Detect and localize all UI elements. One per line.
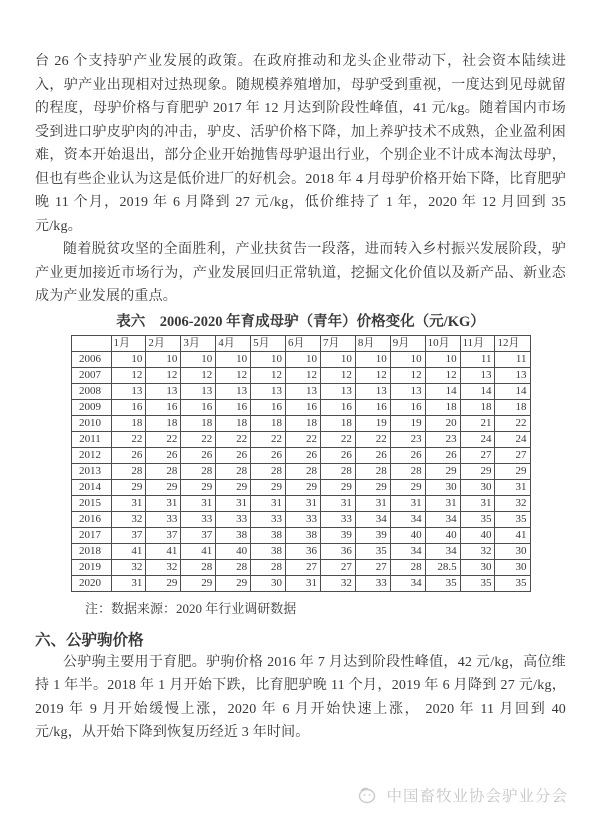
- table-row: [71, 447, 530, 463]
- price-cell: 29: [390, 479, 425, 495]
- price-cell: 30: [495, 559, 530, 575]
- price-cell: 34: [390, 543, 425, 559]
- table-row: [71, 431, 530, 447]
- price-cell: 22: [111, 431, 146, 447]
- price-cell: 30: [460, 559, 495, 575]
- price-cell: 13: [355, 383, 390, 399]
- year-cell: 2008: [71, 383, 111, 399]
- price-cell: 27: [320, 559, 355, 575]
- price-cell: 30: [460, 479, 495, 495]
- month-column-header: 8月: [355, 335, 390, 351]
- price-cell: 26: [111, 447, 146, 463]
- price-cell: 33: [251, 511, 286, 527]
- footer-watermark: [355, 784, 568, 806]
- price-cell: 12: [286, 367, 321, 383]
- paragraph-male-foal-price: 公驴驹主要用于育肥。驴驹价格 2016 年 7 月达到阶段性峰值，42 元/kg，高位维持 1 年半。2018 年 1 月开始下跌，比育肥驴晚 11 个月，2019 年 6 月降到 27 元/kg，2019 年 9 月开始缓慢上涨，2020 年 6 月开始快速上涨， 2020 年 11 月回到 40 元/kg，从开始下降到恢复历经近 3 年时间。: [35, 654, 566, 740]
- price-cell: 29: [355, 479, 390, 495]
- year-cell: 2019: [71, 559, 111, 575]
- month-column-header: 12月: [495, 335, 530, 351]
- price-cell: 12: [111, 367, 146, 383]
- price-cell: 14: [495, 383, 530, 399]
- price-cell: 29: [181, 479, 216, 495]
- price-cell: 22: [216, 431, 251, 447]
- price-cell: 29: [286, 479, 321, 495]
- price-cell: 18: [425, 399, 460, 415]
- price-cell: 28: [146, 463, 181, 479]
- price-cell: 39: [320, 527, 355, 543]
- price-cell: 16: [111, 399, 146, 415]
- price-cell: 34: [390, 575, 425, 591]
- price-cell: 40: [425, 527, 460, 543]
- price-cell: 38: [251, 543, 286, 559]
- table-row: [71, 543, 530, 559]
- price-cell: 27: [286, 559, 321, 575]
- price-cell: 21: [460, 415, 495, 431]
- price-cell: 10: [216, 351, 251, 367]
- price-cell: 32: [111, 559, 146, 575]
- table-corner-header: [71, 335, 111, 351]
- price-cell: 36: [286, 543, 321, 559]
- association-name: 中国畜牧业协会驴业分会: [386, 788, 568, 805]
- price-cell: 31: [251, 495, 286, 511]
- price-cell: 35: [355, 543, 390, 559]
- table-row: [71, 463, 530, 479]
- price-cell: 13: [460, 367, 495, 383]
- price-cell: 16: [286, 399, 321, 415]
- price-cell: 33: [355, 575, 390, 591]
- price-cell: 31: [216, 495, 251, 511]
- price-cell: 41: [495, 527, 530, 543]
- price-cell: 16: [390, 399, 425, 415]
- price-cell: 26: [286, 447, 321, 463]
- price-cell: 40: [216, 543, 251, 559]
- year-cell: 2018: [71, 543, 111, 559]
- price-cell: 29: [320, 479, 355, 495]
- price-cell: 38: [216, 527, 251, 543]
- year-cell: 2012: [71, 447, 111, 463]
- table-row: [71, 415, 530, 431]
- price-cell: 12: [320, 367, 355, 383]
- price-cell: 12: [216, 367, 251, 383]
- price-cell: 31: [390, 495, 425, 511]
- price-cell: 37: [181, 527, 216, 543]
- price-cell: 41: [181, 543, 216, 559]
- price-cell: 12: [251, 367, 286, 383]
- price-cell: 19: [355, 415, 390, 431]
- month-column-header: 7月: [320, 335, 355, 351]
- price-cell: 18: [460, 399, 495, 415]
- price-cell: 22: [495, 415, 530, 431]
- paragraph-mother-donkey-price: 台 26 个支持驴产业发展的政策。在政府推动和龙头企业带动下，社会资本陆续进入，驴产业出现相对过热现象。随规模养殖增加，母驴受到重视，一度达到见母就留的程度，母驴价格与育肥驴 2017 年 12 月达到阶段性峰值，41 元/kg。随着国内市场受到进口驴皮驴肉的冲击，驴皮、活驴价格下降，加上养驴技术不成熟，企业盈利困难，资本开始退出，部分企业开始抛售母驴退出行业，个别企业不计成本淘汰母驴，但也有些企业认为这是低价进厂的好机会。2018 年 4 月母驴价格开始下降，比育肥驴晚 11 个月，2019 年 6 月降到 27 元/kg，低价维持了 1 年，2020 年 12 月回到 35 元/kg。: [35, 54, 566, 234]
- price-cell: 31: [111, 575, 146, 591]
- year-cell: 2015: [71, 495, 111, 511]
- price-cell: 36: [320, 543, 355, 559]
- price-cell: 29: [216, 479, 251, 495]
- table-row: [71, 399, 530, 415]
- table-header-row: [71, 335, 530, 351]
- price-cell: 31: [320, 495, 355, 511]
- price-cell: 31: [355, 495, 390, 511]
- month-column-header: 3月: [181, 335, 216, 351]
- price-cell: 32: [320, 575, 355, 591]
- table-row: [71, 559, 530, 575]
- price-cell: 18: [320, 415, 355, 431]
- price-cell: 24: [495, 431, 530, 447]
- price-cell: 12: [146, 367, 181, 383]
- price-cell: 22: [251, 431, 286, 447]
- price-cell: 11: [460, 351, 495, 367]
- month-column-header: 2月: [146, 335, 181, 351]
- price-cell: 32: [495, 495, 530, 511]
- price-cell: 35: [460, 575, 495, 591]
- price-cell: 27: [460, 447, 495, 463]
- table-row: [71, 575, 530, 591]
- price-cell: 13: [320, 383, 355, 399]
- price-cell: 26: [216, 447, 251, 463]
- price-cell: 20: [425, 415, 460, 431]
- price-cell: 35: [495, 575, 530, 591]
- price-cell: 16: [216, 399, 251, 415]
- year-cell: 2016: [71, 511, 111, 527]
- price-cell: 33: [181, 511, 216, 527]
- price-cell: 29: [216, 575, 251, 591]
- price-cell: 26: [355, 447, 390, 463]
- price-cell: 18: [111, 415, 146, 431]
- price-cell: 26: [320, 447, 355, 463]
- price-cell: 18: [146, 415, 181, 431]
- price-cell: 30: [251, 575, 286, 591]
- price-cell: 31: [181, 495, 216, 511]
- price-cell: 12: [181, 367, 216, 383]
- price-cell: 16: [355, 399, 390, 415]
- price-cell: 18: [251, 415, 286, 431]
- price-cell: 13: [111, 383, 146, 399]
- price-cell: 18: [495, 399, 530, 415]
- price-cell: 12: [355, 367, 390, 383]
- price-cell: 41: [146, 543, 181, 559]
- price-cell: 39: [355, 527, 390, 543]
- price-cell: 14: [425, 383, 460, 399]
- price-cell: 26: [181, 447, 216, 463]
- price-cell: 13: [181, 383, 216, 399]
- price-cell: 18: [181, 415, 216, 431]
- table-row: [71, 367, 530, 383]
- price-cell: 28: [181, 559, 216, 575]
- price-cell: 40: [390, 527, 425, 543]
- price-cell: 29: [460, 463, 495, 479]
- price-cell: 26: [251, 447, 286, 463]
- price-cell: 29: [251, 479, 286, 495]
- association-logo-icon: [355, 785, 379, 805]
- price-cell: 16: [146, 399, 181, 415]
- price-cell: 28: [251, 559, 286, 575]
- price-cell: 32: [111, 511, 146, 527]
- paragraph-rural-revitalization: 随着脱贫攻坚的全面胜利，产业扶贫告一段落，进而转入乡村振兴发展阶段，驴产业更加接近市场行为，产业发展回归正常轨道，挖掘文化价值以及新产品、新业态成为产业发展的重点。: [35, 242, 566, 304]
- price-cell: 13: [251, 383, 286, 399]
- month-column-header: 9月: [390, 335, 425, 351]
- month-column-header: 5月: [251, 335, 286, 351]
- price-cell: 22: [181, 431, 216, 447]
- year-cell: 2010: [71, 415, 111, 431]
- price-cell: 31: [286, 495, 321, 511]
- price-cell: 35: [495, 511, 530, 527]
- price-cell: 10: [320, 351, 355, 367]
- price-cell: 16: [251, 399, 286, 415]
- price-cell: 35: [425, 575, 460, 591]
- price-cell: 26: [146, 447, 181, 463]
- price-cell: 28: [216, 559, 251, 575]
- price-cell: 22: [286, 431, 321, 447]
- price-cell: 12: [425, 367, 460, 383]
- price-cell: 10: [111, 351, 146, 367]
- price-cell: 33: [216, 511, 251, 527]
- price-cell: 10: [355, 351, 390, 367]
- price-cell: 12: [390, 367, 425, 383]
- year-cell: 2020: [71, 575, 111, 591]
- price-cell: 33: [320, 511, 355, 527]
- year-cell: 2009: [71, 399, 111, 415]
- table-row: [71, 495, 530, 511]
- price-cell: 11: [495, 351, 530, 367]
- price-cell: 13: [390, 383, 425, 399]
- price-cell: 28: [390, 559, 425, 575]
- price-cell: 13: [286, 383, 321, 399]
- price-cell: 18: [286, 415, 321, 431]
- price-cell: 33: [146, 511, 181, 527]
- price-cell: 29: [146, 575, 181, 591]
- price-cell: 31: [425, 495, 460, 511]
- year-cell: 2014: [71, 479, 111, 495]
- price-cell: 27: [495, 447, 530, 463]
- price-cell: 10: [390, 351, 425, 367]
- price-cell: 24: [460, 431, 495, 447]
- price-cell: 22: [146, 431, 181, 447]
- year-cell: 2017: [71, 527, 111, 543]
- price-cell: 29: [181, 575, 216, 591]
- section-heading-male-foal-price: 六、公驴驹价格: [35, 631, 144, 649]
- price-cell: 28.5: [425, 559, 460, 575]
- price-cell: 34: [390, 511, 425, 527]
- month-column-header: 6月: [286, 335, 321, 351]
- table-row: [71, 351, 530, 367]
- price-cell: 31: [111, 495, 146, 511]
- price-cell: 33: [286, 511, 321, 527]
- table-row: [71, 511, 530, 527]
- price-cell: 29: [495, 463, 530, 479]
- price-cell: 27: [355, 559, 390, 575]
- price-cell: 31: [146, 495, 181, 511]
- price-cell: 13: [495, 367, 530, 383]
- price-cell: 35: [460, 511, 495, 527]
- year-cell: 2011: [71, 431, 111, 447]
- price-cell: 28: [181, 463, 216, 479]
- price-cell: 13: [216, 383, 251, 399]
- price-cell: 28: [320, 463, 355, 479]
- price-cell: 23: [425, 431, 460, 447]
- price-cell: 16: [320, 399, 355, 415]
- price-cell: 28: [286, 463, 321, 479]
- price-cell: 31: [460, 495, 495, 511]
- price-cell: 10: [146, 351, 181, 367]
- price-cell: 28: [355, 463, 390, 479]
- year-cell: 2013: [71, 463, 111, 479]
- price-cell: 26: [425, 447, 460, 463]
- year-cell: 2006: [71, 351, 111, 367]
- price-cell: 10: [286, 351, 321, 367]
- price-cell: 41: [111, 543, 146, 559]
- price-cell: 23: [390, 431, 425, 447]
- month-column-header: 1月: [111, 335, 146, 351]
- price-cell: 40: [460, 527, 495, 543]
- month-column-header: 10月: [425, 335, 460, 351]
- price-cell: 30: [495, 543, 530, 559]
- price-cell: 16: [181, 399, 216, 415]
- price-cell: 29: [146, 479, 181, 495]
- price-cell: 10: [181, 351, 216, 367]
- price-cell: 18: [216, 415, 251, 431]
- table-row: [71, 479, 530, 495]
- price-cell: 30: [425, 479, 460, 495]
- price-cell: 37: [146, 527, 181, 543]
- price-table: [71, 335, 531, 592]
- price-cell: 37: [111, 527, 146, 543]
- price-cell: 14: [460, 383, 495, 399]
- price-cell: 38: [251, 527, 286, 543]
- table-note: 注：数据来源：2020 年行业调研数据: [85, 600, 297, 616]
- price-cell: 29: [111, 479, 146, 495]
- price-cell: 28: [216, 463, 251, 479]
- price-cell: 31: [495, 479, 530, 495]
- price-cell: 22: [355, 431, 390, 447]
- table-title: 表六 2006-2020 年育成母驴（青年）价格变化（元/KG）: [116, 313, 485, 330]
- price-cell: 34: [355, 511, 390, 527]
- price-cell: 19: [390, 415, 425, 431]
- price-cell: 32: [460, 543, 495, 559]
- price-cell: 22: [320, 431, 355, 447]
- price-cell: 34: [425, 511, 460, 527]
- price-cell: 28: [390, 463, 425, 479]
- month-column-header: 11月: [460, 335, 495, 351]
- price-cell: 28: [111, 463, 146, 479]
- table-row: [71, 383, 530, 399]
- price-cell: 32: [146, 559, 181, 575]
- year-cell: 2007: [71, 367, 111, 383]
- month-column-header: 4月: [216, 335, 251, 351]
- table-row: [71, 527, 530, 543]
- price-cell: 13: [146, 383, 181, 399]
- price-cell: 29: [425, 463, 460, 479]
- price-cell: 38: [286, 527, 321, 543]
- price-cell: 34: [425, 543, 460, 559]
- price-cell: 10: [425, 351, 460, 367]
- price-cell: 10: [251, 351, 286, 367]
- price-cell: 28: [251, 463, 286, 479]
- price-cell: 26: [390, 447, 425, 463]
- price-cell: 31: [286, 575, 321, 591]
